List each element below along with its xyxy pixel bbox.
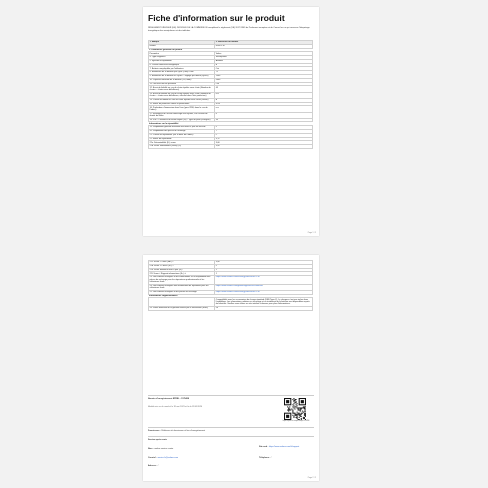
row-label: 21. Classe de réparabilité (sur la base de l'indice): [149, 133, 215, 137]
row-label: 22e. Score meilleure mise à jour (Sᵤ): [149, 268, 215, 272]
row-label: 12. Essai de fiabilité en cas de chute répétée sans chute (Nombre de chutes – chutes sans défaillance): [149, 86, 215, 92]
row-value: Compatibilité avec les accessoires de charge standard (USB Type-C). Le chargeur n'est pas inclus dans l'emballage. Les informations relatives au recyclage et au traitement de la batterie sont disponibles auprès du fabricant. Veuillez vous référer au site internet ci-dessus pour plus d'informations.: [215, 298, 313, 307]
row-value: C: [215, 133, 313, 137]
document-page-2: [143, 255, 319, 481]
row-value: 2. Référence du modèle: [215, 41, 313, 45]
document-page-1: [143, 7, 319, 236]
row-label: 16. Profondeur d'immersion dans l'eau (pour IP68, dans le cas de l'indice): [149, 106, 215, 112]
row-value: n.a.: [215, 106, 313, 112]
row-label: 11. Les tests ont été prévision: [149, 82, 215, 86]
row-label: 25. Lien internet renvoyant à des pièces de rechange: [149, 290, 215, 294]
row-value[interactable]: https://www.realme.com/fr/energy-label/RMX3710: [215, 276, 313, 285]
table-row: [149, 298, 313, 307]
row-label: 10. Capacité nominale de la batterie (Cn, mAh): [149, 78, 215, 82]
row-value: 3,00: [215, 261, 313, 265]
supplier-label: Fournisseur :: [148, 430, 161, 432]
row-value[interactable]: https://www.realme.com/global/support/user-manuals: [215, 284, 313, 290]
row-label: 24. Lien internet renvoyant aux informations de réparation pour les utilisateurs finals: [149, 284, 215, 290]
product-info-table: [148, 40, 313, 149]
row-label: [149, 298, 215, 307]
table-row: [149, 145, 313, 149]
row-label: 19. Disponibilité garantie minimale des mises à jour de sécurité: [149, 126, 215, 130]
row-value: 3,00: [215, 145, 313, 149]
row-label: 26. Durée minimale de la garantie offerte par le fournisseur (mois): [149, 307, 215, 311]
row-value[interactable]: https://www.realme.com/fr/energy-label/RMX3710: [215, 290, 313, 294]
market-dates: Modèle mis sur le marché le 18 mai 2023 et fin le 31/05/2026: [148, 406, 203, 408]
site-link[interactable]: https://www.realme.com/fr/support: [268, 446, 300, 448]
row-label: 7. Batterie remplaçable par l'utilisateur: [149, 67, 215, 71]
row-label: 9. Endurance de la batterie en cycles – réglage par défaut (cycles): [149, 75, 215, 79]
row-label: 1. Marque: [149, 41, 215, 45]
row-value: RMX3710: [215, 44, 313, 48]
row-value: B: [215, 63, 313, 67]
table-row: [149, 307, 313, 311]
row-label: 18. Prix – Puissance de sortie moyen (W) – Type de prise (chargeur): [149, 118, 215, 122]
page-title: Fiche d'information sur le produit: [148, 13, 285, 23]
phone-value: /: [270, 457, 272, 459]
qr-caption: https://eprel.ec.europa.eu/qr/1575458: [282, 421, 310, 422]
row-value: 71: [215, 71, 313, 75]
regulation-intro: RÈGLEMENT DÉLÉGUÉ (UE) 2023/1669 DE LA COMMISSION complétant le règlement (UE) 2017/1369 du Parlement européen et du Conseil en ce qui concerne l'étiquetage énergétique des smartphones et des tablettes: [148, 27, 310, 32]
email-link[interactable]: service.fr@realme.com: [157, 457, 179, 459]
row-label: 5. Système d'exploitation: [149, 59, 215, 63]
row-label: 13. Essai de fiabilité en cas de chute répétée avec chute (Nombre de chutes – chutes sans défaillance, effectué dans l'étui protecteur): [149, 92, 215, 98]
row-value: Android: [215, 59, 313, 63]
table-row: [149, 276, 313, 285]
row-value: 1: [215, 268, 313, 272]
row-value: 1: [215, 272, 313, 276]
divider: [148, 436, 314, 437]
row-value: n.a.: [215, 92, 313, 98]
row-label: Informations supplémentaires: [149, 294, 215, 298]
supplier-value: Référence du fournisseur et lieu d'enregistrement: [161, 430, 206, 432]
row-label: 8. Endurance de la batterie par cycle (OEb) h min: [149, 71, 215, 75]
row-label: 22a. Démontabilité (Dₐ) score: [149, 141, 215, 145]
row-label: 23. Lien internet renvoyant à des informations sur la disponibilité des pièces de rechange pour les réparateurs professionnels et les utilisateurs finals: [149, 276, 215, 285]
qr-code[interactable]: [284, 398, 306, 420]
site-label: Site web :: [259, 446, 269, 448]
row-label: 22c. Score « Outils (Sₘₐ) »: [149, 261, 215, 265]
repair-info-table: [148, 260, 313, 311]
name-label: Nom :: [148, 448, 154, 450]
email-label: Courriel :: [148, 457, 157, 459]
row-value: 1300: [215, 75, 313, 79]
eprel-registration: Numéro d'enregistrement EPREL : 1575458: [148, 398, 190, 400]
row-value: Smartphone: [215, 56, 313, 60]
row-value: 3,17: [215, 137, 313, 141]
row-label: 17. Résistance de l'écran d'affichage aux rayures, sur l'échelle de dureté de Mohs: [149, 112, 215, 118]
row-value: Oui: [215, 82, 313, 86]
row-value: 3,00: [215, 141, 313, 145]
row-label: 4. Type d'appareil: [149, 56, 215, 60]
row-label: 20. Disponibilité des pièces de rechange: [149, 130, 215, 134]
row-value: 24: [215, 307, 313, 311]
service-label: Service après-vente: [148, 439, 167, 441]
row-label: 3. Paramètres généraux du produit: [149, 48, 215, 52]
row-value: 5000: [215, 78, 313, 82]
divider: [148, 395, 314, 396]
phone-label: Téléphone :: [259, 457, 271, 459]
row-value: B: [215, 98, 313, 102]
row-label: 14. Classe de fiabilité en cas de chute répétée sans chute (classe): [149, 98, 215, 102]
address-value: /: [157, 465, 159, 467]
row-value: Valeur: [215, 52, 313, 56]
divider: [148, 427, 314, 428]
name-value: realme service center: [154, 448, 174, 450]
row-value: 5: [215, 264, 313, 268]
row-label: 6. Classe d'efficacité énergétique: [149, 63, 215, 67]
page-number: Page 1 / 2: [307, 232, 316, 234]
row-value: 5: [215, 126, 313, 130]
address-label: Adresse :: [148, 465, 158, 467]
row-value: 33: [215, 118, 313, 122]
row-label: 22. Indice de réparabilité: [149, 137, 215, 141]
page-number: Page 2 / 2: [307, 477, 316, 479]
row-value: 6: [215, 112, 313, 118]
row-label: 22b. Score informations (Ssim) (Sₐ): [149, 145, 215, 149]
row-label: Informations sur la réparabilité: [149, 122, 215, 126]
row-value: Oui: [215, 67, 313, 71]
row-value: IP54: [215, 102, 313, 106]
row-value: 45: [215, 86, 313, 92]
row-value: 7: [215, 130, 313, 134]
row-label: Paramètre: [149, 52, 215, 56]
row-label: 22d. Score « Pièces (Sᵢₚ) »: [149, 264, 215, 268]
row-label: 15. Indice de protection contre la pénétration: [149, 102, 215, 106]
row-label: realme: [149, 44, 215, 48]
row-label: 22f. Score « Rapport informations (Sₑₚ) »: [149, 272, 215, 276]
